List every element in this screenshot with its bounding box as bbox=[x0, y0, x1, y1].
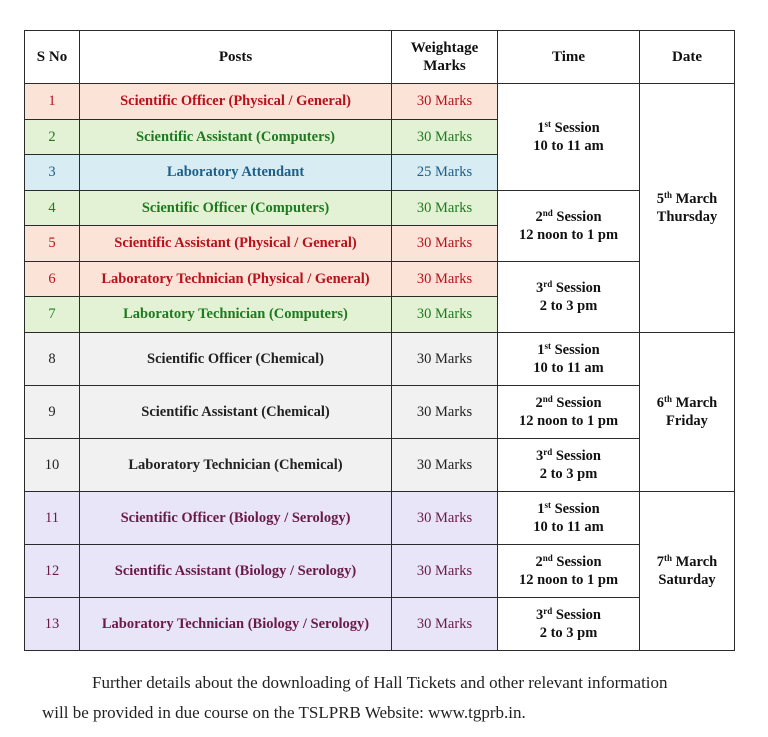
date-month: March bbox=[672, 190, 718, 207]
table-row bbox=[25, 190, 735, 226]
session-cell bbox=[498, 491, 640, 544]
row-post: Scientific Officer (Computers) bbox=[80, 190, 392, 226]
footer-note bbox=[42, 668, 732, 728]
session-label: Session bbox=[552, 553, 602, 570]
date-number: 6 bbox=[656, 394, 664, 411]
session-label: Session bbox=[552, 606, 601, 623]
session-label: Session bbox=[552, 447, 601, 464]
session-cell bbox=[498, 385, 640, 438]
table-row bbox=[25, 491, 735, 544]
row-sno: 1 bbox=[25, 84, 80, 120]
row-marks: 30 Marks bbox=[392, 261, 498, 297]
row-marks: 30 Marks bbox=[392, 332, 498, 385]
session-cell bbox=[498, 84, 640, 191]
session-number: 1 bbox=[537, 500, 545, 517]
header-time: Time bbox=[498, 31, 640, 84]
session-label: Session bbox=[550, 500, 600, 517]
date-day: Saturday bbox=[658, 571, 716, 588]
session-suffix: nd bbox=[542, 393, 553, 404]
date-cell bbox=[640, 332, 735, 491]
session-time: 12 noon to 1 pm bbox=[518, 226, 619, 243]
session-time: 10 to 11 am bbox=[533, 359, 604, 376]
session-number: 3 bbox=[535, 279, 544, 296]
row-post: Laboratory Technician (Biology / Serology) bbox=[80, 597, 392, 650]
session-number: 2 bbox=[535, 394, 543, 411]
session-label: Session bbox=[552, 279, 601, 296]
row-marks: 30 Marks bbox=[392, 226, 498, 262]
date-day: Thursday bbox=[656, 208, 718, 225]
session-suffix: st bbox=[544, 340, 551, 351]
session-suffix: rd bbox=[543, 605, 553, 616]
session-cell bbox=[498, 332, 640, 385]
header-date: Date bbox=[640, 31, 735, 84]
session-suffix: st bbox=[544, 118, 551, 129]
row-post: Scientific Assistant (Computers) bbox=[80, 119, 392, 155]
session-label: Session bbox=[550, 341, 600, 358]
date-suffix: th bbox=[663, 189, 672, 200]
row-sno: 12 bbox=[25, 544, 80, 597]
footer-note-line1: Further details about the downloading of Hall Tickets and other relevant information bbox=[92, 673, 668, 692]
row-marks: 30 Marks bbox=[392, 544, 498, 597]
exam-schedule-table bbox=[24, 30, 735, 651]
session-label: Session bbox=[552, 394, 602, 411]
session-cell bbox=[498, 261, 640, 332]
row-post: Scientific Assistant (Biology / Serology) bbox=[80, 544, 392, 597]
row-sno: 11 bbox=[25, 491, 80, 544]
session-time: 10 to 11 am bbox=[533, 137, 604, 154]
session-label: Session bbox=[552, 208, 602, 225]
header-marks-line1: Weightage bbox=[410, 40, 479, 56]
date-month: March bbox=[672, 553, 718, 570]
session-number: 2 bbox=[535, 208, 543, 225]
header-marks-line2: Marks bbox=[423, 58, 466, 74]
row-sno: 10 bbox=[25, 438, 80, 491]
table-row bbox=[25, 84, 735, 120]
row-marks: 30 Marks bbox=[392, 119, 498, 155]
row-post: Scientific Officer (Biology / Serology) bbox=[80, 491, 392, 544]
session-suffix: rd bbox=[543, 446, 553, 457]
date-cell bbox=[640, 84, 735, 333]
header-sno: S No bbox=[25, 31, 80, 84]
date-number: 5 bbox=[656, 190, 664, 207]
session-cell bbox=[498, 597, 640, 650]
row-post: Scientific Officer (Chemical) bbox=[80, 332, 392, 385]
row-marks: 30 Marks bbox=[392, 438, 498, 491]
date-day: Friday bbox=[666, 412, 708, 429]
session-number: 3 bbox=[535, 606, 544, 623]
session-suffix: st bbox=[544, 499, 551, 510]
table-row bbox=[25, 261, 735, 297]
session-time: 2 to 3 pm bbox=[539, 465, 598, 482]
session-number: 3 bbox=[535, 447, 544, 464]
row-sno: 2 bbox=[25, 119, 80, 155]
header-marks bbox=[392, 31, 498, 84]
session-time: 12 noon to 1 pm bbox=[518, 412, 619, 429]
date-suffix: th bbox=[663, 552, 672, 563]
row-sno: 7 bbox=[25, 297, 80, 333]
footer-note-line2: will be provided in due course on the TSLPRB Website: www.tgprb.in. bbox=[42, 703, 526, 722]
date-suffix: th bbox=[663, 393, 672, 404]
row-marks: 25 Marks bbox=[392, 155, 498, 191]
session-label: Session bbox=[550, 119, 600, 136]
date-cell bbox=[640, 491, 735, 650]
header-posts: Posts bbox=[80, 31, 392, 84]
session-suffix: nd bbox=[542, 552, 553, 563]
row-marks: 30 Marks bbox=[392, 385, 498, 438]
date-month: March bbox=[672, 394, 718, 411]
session-cell bbox=[498, 438, 640, 491]
row-sno: 8 bbox=[25, 332, 80, 385]
row-post: Scientific Assistant (Chemical) bbox=[80, 385, 392, 438]
table-row bbox=[25, 597, 735, 650]
table-row bbox=[25, 544, 735, 597]
session-number: 1 bbox=[537, 119, 545, 136]
row-sno: 6 bbox=[25, 261, 80, 297]
header-row bbox=[25, 31, 735, 84]
session-cell bbox=[498, 544, 640, 597]
row-sno: 4 bbox=[25, 190, 80, 226]
row-marks: 30 Marks bbox=[392, 491, 498, 544]
table-row bbox=[25, 332, 735, 385]
table-row bbox=[25, 438, 735, 491]
session-suffix: nd bbox=[542, 207, 553, 218]
row-post: Laboratory Technician (Computers) bbox=[80, 297, 392, 333]
row-post: Scientific Assistant (Physical / General) bbox=[80, 226, 392, 262]
row-sno: 13 bbox=[25, 597, 80, 650]
table-row bbox=[25, 385, 735, 438]
row-marks: 30 Marks bbox=[392, 190, 498, 226]
session-time: 10 to 11 am bbox=[533, 518, 604, 535]
session-suffix: rd bbox=[543, 278, 553, 289]
row-marks: 30 Marks bbox=[392, 597, 498, 650]
date-number: 7 bbox=[656, 553, 664, 570]
session-number: 1 bbox=[537, 341, 545, 358]
row-sno: 3 bbox=[25, 155, 80, 191]
session-time: 2 to 3 pm bbox=[539, 624, 598, 641]
session-time: 12 noon to 1 pm bbox=[518, 571, 619, 588]
row-sno: 5 bbox=[25, 226, 80, 262]
session-time: 2 to 3 pm bbox=[539, 297, 598, 314]
row-marks: 30 Marks bbox=[392, 297, 498, 333]
row-sno: 9 bbox=[25, 385, 80, 438]
session-number: 2 bbox=[535, 553, 543, 570]
row-post: Laboratory Technician (Chemical) bbox=[80, 438, 392, 491]
row-post: Laboratory Attendant bbox=[80, 155, 392, 191]
session-cell bbox=[498, 190, 640, 261]
row-marks: 30 Marks bbox=[392, 84, 498, 120]
row-post: Laboratory Technician (Physical / General) bbox=[80, 261, 392, 297]
row-post: Scientific Officer (Physical / General) bbox=[80, 84, 392, 120]
